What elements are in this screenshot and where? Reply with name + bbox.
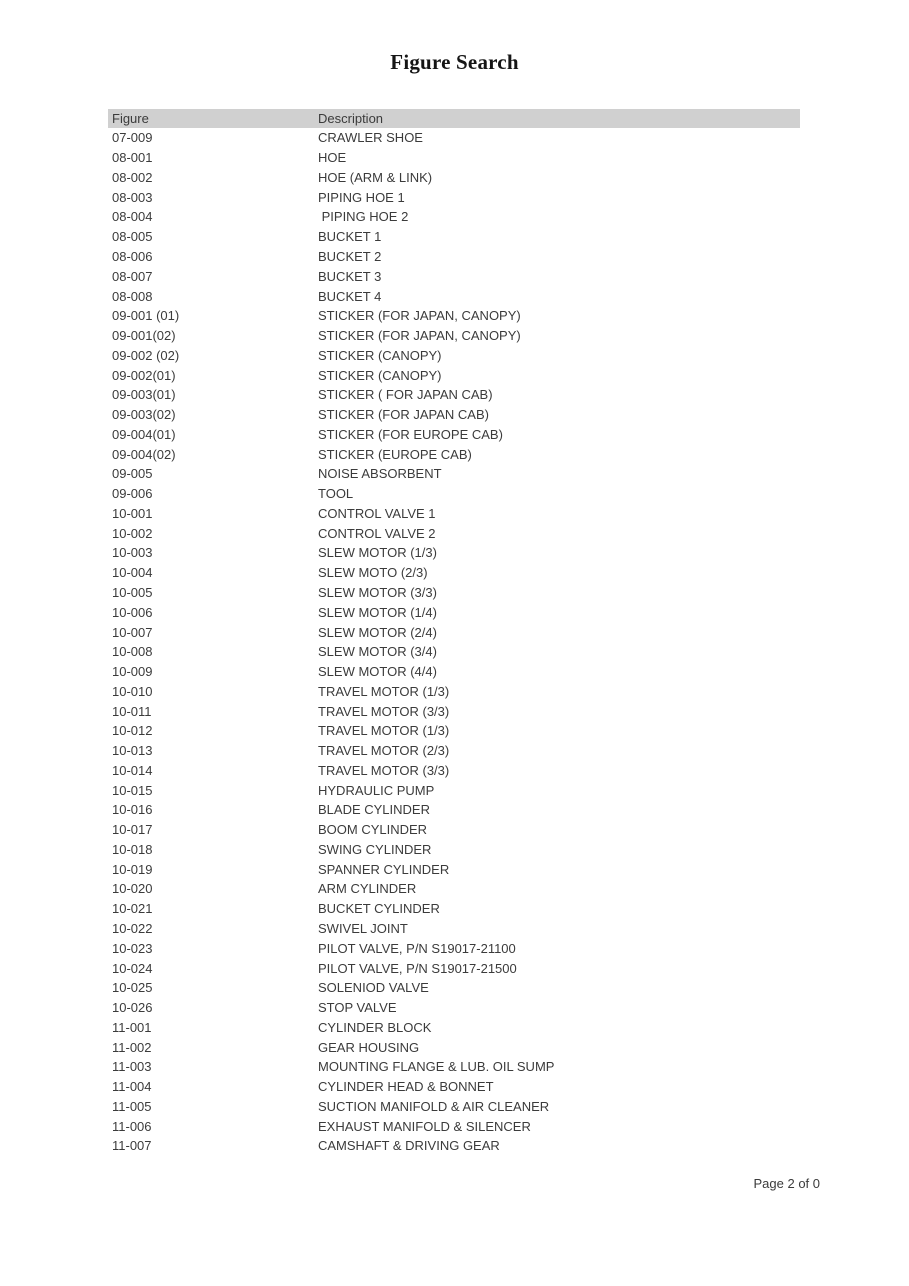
- table-row: [108, 306, 800, 326]
- description-cell: STICKER (CANOPY): [318, 367, 442, 383]
- figure-cell: 10-012: [112, 723, 153, 739]
- figure-cell: 11-001: [112, 1019, 152, 1035]
- table-row: [108, 1057, 800, 1077]
- figure-cell: 08-007: [112, 268, 153, 284]
- table-row: [108, 741, 800, 761]
- description-column-header: Description: [318, 111, 384, 126]
- table-row: [108, 602, 800, 622]
- description-cell: TRAVEL MOTOR (3/3): [318, 703, 450, 719]
- description-cell: SWING CYLINDER: [318, 841, 432, 857]
- figure-cell: 09-001(02): [112, 328, 176, 344]
- table-row: [108, 998, 800, 1018]
- description-cell: SLEW MOTOR (1/3): [318, 545, 437, 561]
- figure-cell: 11-005: [112, 1098, 152, 1114]
- table-row: [108, 761, 800, 781]
- table-row: [108, 1097, 800, 1117]
- figure-cell: 10-006: [112, 604, 153, 620]
- description-cell: SLEW MOTOR (3/3): [318, 584, 437, 600]
- description-cell: CRAWLER SHOE: [318, 130, 423, 146]
- table-row: [108, 938, 800, 958]
- description-cell: SLEW MOTO (2/3): [318, 565, 428, 581]
- table-row: [108, 484, 800, 504]
- table-row: [108, 504, 800, 524]
- description-cell: TOOL: [318, 486, 354, 502]
- description-cell: STICKER (FOR JAPAN CAB): [318, 407, 489, 423]
- figure-cell: 10-002: [112, 525, 153, 541]
- description-cell: PIPING HOE 2: [318, 209, 409, 225]
- table-row: [108, 879, 800, 899]
- table-row: [108, 1077, 800, 1097]
- figure-cell: 08-001: [112, 150, 153, 166]
- table-row: [108, 365, 800, 385]
- table-row: [108, 859, 800, 879]
- description-cell: PILOT VALVE, P/N S19017-21500: [318, 960, 517, 976]
- figure-cell: 10-011: [112, 703, 152, 719]
- table-header-row: [108, 109, 800, 128]
- figure-cell: 09-003(01): [112, 387, 176, 403]
- table-row: [108, 800, 800, 820]
- description-cell: STOP VALVE: [318, 1000, 397, 1016]
- table-row: [108, 919, 800, 939]
- table-row: [108, 978, 800, 998]
- description-cell: BUCKET 1: [318, 229, 382, 245]
- figure-cell: 09-002(01): [112, 367, 176, 383]
- table-row: [108, 345, 800, 365]
- description-cell: PIPING HOE 1: [318, 189, 405, 205]
- description-cell: CAMSHAFT & DRIVING GEAR: [318, 1138, 500, 1154]
- figure-cell: 10-001: [112, 505, 153, 521]
- description-cell: CONTROL VALVE 2: [318, 525, 436, 541]
- page-number: Page 2 of 0: [753, 1176, 820, 1191]
- description-cell: BOOM CYLINDER: [318, 822, 428, 838]
- figure-cell: 10-013: [112, 743, 153, 759]
- figure-cell: 09-004(01): [112, 426, 176, 442]
- table-row: [108, 405, 800, 425]
- description-cell: SLEW MOTOR (3/4): [318, 644, 437, 660]
- figure-table: [108, 109, 800, 1156]
- description-cell: CYLINDER BLOCK: [318, 1019, 432, 1035]
- description-cell: PILOT VALVE, P/N S19017-21100: [318, 940, 516, 956]
- description-cell: ARM CYLINDER: [318, 881, 417, 897]
- page-title: Figure Search: [390, 50, 519, 74]
- description-cell: GEAR HOUSING: [318, 1039, 420, 1055]
- table-row: [108, 266, 800, 286]
- table-row: [108, 820, 800, 840]
- figure-table-body: [108, 128, 800, 1156]
- description-cell: STICKER (FOR JAPAN, CANOPY): [318, 328, 521, 344]
- table-row: [108, 128, 800, 148]
- figure-cell: 10-016: [112, 802, 153, 818]
- table-row: [108, 662, 800, 682]
- description-cell: TRAVEL MOTOR (1/3): [318, 683, 450, 699]
- table-row: [108, 523, 800, 543]
- description-cell: STICKER (FOR JAPAN, CANOPY): [318, 308, 521, 324]
- description-cell: HOE: [318, 150, 347, 166]
- figure-cell: 09-004(02): [112, 446, 176, 462]
- table-row: [108, 187, 800, 207]
- figure-cell: 08-006: [112, 248, 153, 264]
- description-cell: BUCKET CYLINDER: [318, 901, 440, 917]
- table-row: [108, 583, 800, 603]
- description-cell: BUCKET 2: [318, 248, 382, 264]
- description-cell: BUCKET 4: [318, 288, 382, 304]
- figure-column-header: Figure: [112, 111, 149, 126]
- description-cell: HYDRAULIC PUMP: [318, 782, 435, 798]
- table-row: [108, 563, 800, 583]
- figure-cell: 10-026: [112, 1000, 153, 1016]
- table-row: [108, 424, 800, 444]
- description-cell: SLEW MOTOR (4/4): [318, 664, 437, 680]
- table-row: [108, 148, 800, 168]
- table-row: [108, 464, 800, 484]
- table-row: [108, 1017, 800, 1037]
- table-row: [108, 543, 800, 563]
- table-row: [108, 247, 800, 267]
- figure-cell: 08-002: [112, 169, 153, 185]
- table-row: [108, 780, 800, 800]
- description-cell: STICKER (FOR EUROPE CAB): [318, 426, 503, 442]
- figure-cell: 10-005: [112, 584, 153, 600]
- figure-cell: 11-003: [112, 1059, 152, 1075]
- description-cell: CONTROL VALVE 1: [318, 505, 436, 521]
- table-row: [108, 168, 800, 188]
- description-cell: SLEW MOTOR (1/4): [318, 604, 437, 620]
- description-cell: TRAVEL MOTOR (3/3): [318, 762, 450, 778]
- table-row: [108, 721, 800, 741]
- figure-cell: 09-001 (01): [112, 308, 180, 324]
- figure-cell: 10-015: [112, 782, 153, 798]
- figure-cell: 10-021: [112, 901, 153, 917]
- table-row: [108, 286, 800, 306]
- table-row: [108, 958, 800, 978]
- description-cell: TRAVEL MOTOR (2/3): [318, 743, 450, 759]
- figure-cell: 10-010: [112, 683, 153, 699]
- table-row: [108, 227, 800, 247]
- figure-cell: 11-007: [112, 1138, 152, 1154]
- figure-cell: 10-008: [112, 644, 153, 660]
- table-row: [108, 326, 800, 346]
- figure-cell: 09-002 (02): [112, 347, 180, 363]
- description-cell: SLEW MOTOR (2/4): [318, 624, 437, 640]
- description-cell: SOLENIOD VALVE: [318, 980, 429, 996]
- figure-cell: 09-003(02): [112, 407, 176, 423]
- description-cell: MOUNTING FLANGE & LUB. OIL SUMP: [318, 1059, 555, 1075]
- figure-cell: 11-002: [112, 1039, 152, 1055]
- figure-cell: 10-009: [112, 664, 153, 680]
- description-cell: SPANNER CYLINDER: [318, 861, 450, 877]
- table-row: [108, 899, 800, 919]
- figure-cell: 08-003: [112, 189, 153, 205]
- table-row: [108, 1116, 800, 1136]
- table-row: [108, 1136, 800, 1156]
- description-cell: STICKER (CANOPY): [318, 347, 442, 363]
- description-cell: EXHAUST MANIFOLD & SILENCER: [318, 1118, 531, 1134]
- figure-cell: 10-024: [112, 960, 153, 976]
- figure-cell: 10-020: [112, 881, 153, 897]
- description-cell: STICKER ( FOR JAPAN CAB): [318, 387, 493, 403]
- figure-cell: 10-019: [112, 861, 153, 877]
- figure-cell: 10-014: [112, 762, 153, 778]
- table-row: [108, 681, 800, 701]
- figure-cell: 10-025: [112, 980, 153, 996]
- table-row: [108, 840, 800, 860]
- table-row: [108, 622, 800, 642]
- table-row: [108, 444, 800, 464]
- figure-cell: 09-006: [112, 486, 153, 502]
- figure-cell: 10-018: [112, 841, 153, 857]
- figure-cell: 10-023: [112, 940, 153, 956]
- description-cell: NOISE ABSORBENT: [318, 466, 442, 482]
- figure-cell: 10-017: [112, 822, 153, 838]
- description-cell: STICKER (EUROPE CAB): [318, 446, 472, 462]
- description-cell: HOE (ARM & LINK): [318, 169, 433, 185]
- table-row: [108, 1037, 800, 1057]
- table-row: [108, 642, 800, 662]
- figure-cell: 08-005: [112, 229, 153, 245]
- figure-cell: 10-004: [112, 565, 153, 581]
- description-cell: BUCKET 3: [318, 268, 382, 284]
- description-cell: SWIVEL JOINT: [318, 921, 408, 936]
- description-cell: TRAVEL MOTOR (1/3): [318, 723, 450, 739]
- description-cell: CYLINDER HEAD & BONNET: [318, 1079, 494, 1095]
- figure-cell: 11-004: [112, 1079, 152, 1095]
- figure-cell: 10-007: [112, 624, 153, 640]
- figure-cell: 08-004: [112, 209, 153, 225]
- figure-cell: 07-009: [112, 130, 153, 146]
- table-row: [108, 207, 800, 227]
- table-row: [108, 385, 800, 405]
- figure-cell: 11-006: [112, 1118, 152, 1134]
- figure-cell: 10-022: [112, 921, 153, 936]
- figure-cell: 09-005: [112, 466, 153, 482]
- figure-cell: 10-003: [112, 545, 153, 561]
- table-row: [108, 701, 800, 721]
- figure-cell: 08-008: [112, 288, 153, 304]
- description-cell: BLADE CYLINDER: [318, 802, 430, 818]
- description-cell: SUCTION MANIFOLD & AIR CLEANER: [318, 1098, 550, 1114]
